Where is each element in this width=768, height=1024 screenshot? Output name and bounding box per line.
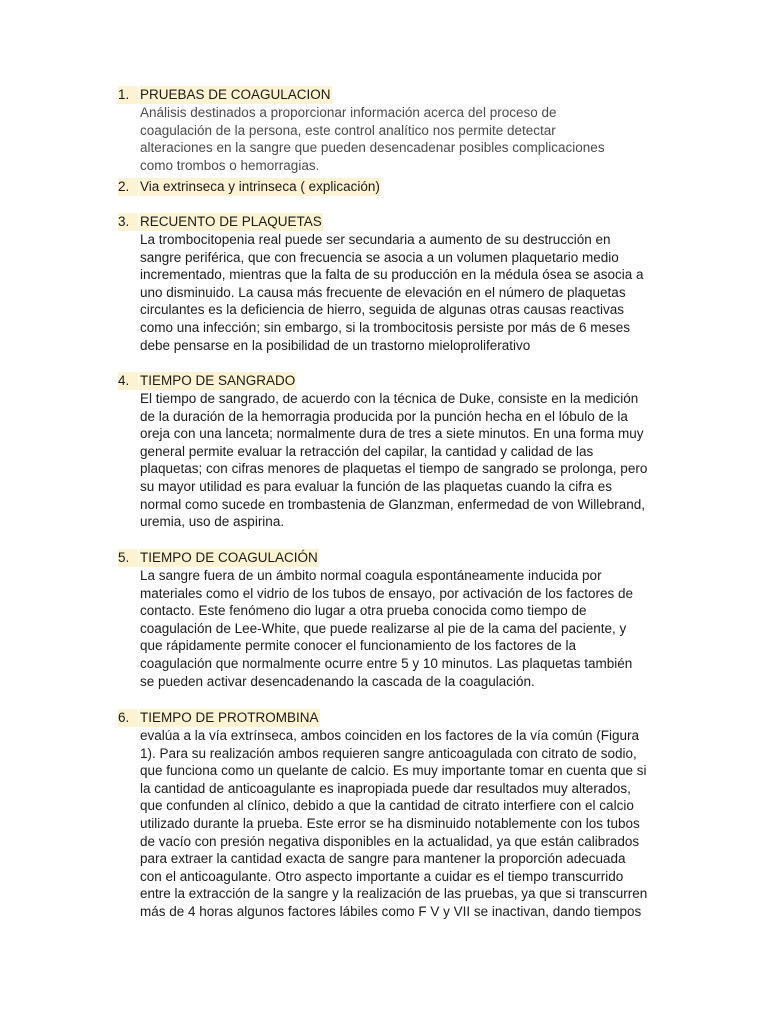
body-line: que rápidamente permite conocer el funcionamiento de los factores de la: [140, 638, 577, 654]
section-body: [140, 567, 680, 690]
body-line: materiales como el vidrio de los tubos de ensayo, por activación de los factores de: [140, 585, 634, 601]
body-line: coagulación de la persona, este control analítico nos permite detectar: [140, 122, 556, 138]
body-line: con el anticoagulante. Otro aspecto importante a cuidar es el tiempo transcurrido: [140, 868, 624, 884]
section-heading: PRUEBAS DE COAGULACION: [140, 87, 331, 102]
body-line: evalúa a la vía extrínseca, ambos coinciden en los factores de la vía común (Figura: [140, 728, 640, 743]
section-heading: TIEMPO DE COAGULACIÓN: [140, 550, 318, 565]
section-number: 3.: [118, 213, 138, 231]
section-body: [140, 727, 680, 921]
body-line: que confunden al clínico, debido a que la cantidad de citrato interfiere con el calcio: [140, 798, 634, 814]
body-line: oreja con una lanceta; normalmente dura de tres a siete minutos. En una forma muy: [140, 426, 644, 442]
body-line: contacto. Este fenómeno dio lugar a otra prueba conocida como tiempo de: [140, 603, 587, 619]
section-number: 2.: [118, 178, 138, 196]
section-body: [140, 231, 680, 354]
body-line: plaquetas; con cifras menores de plaquetas el tiempo de sangrado se prolonga, pero: [140, 461, 648, 477]
body-line: para extraer la cantidad exacta de sangre para mantener la proporción adecuada: [140, 851, 626, 867]
body-line: general permite evaluar la retracción del capilar, la cantidad y calidad de las: [140, 443, 594, 459]
body-line: que funciona como un quelante de calcio. Es muy importante tomar en cuenta que si: [140, 763, 647, 779]
body-line: normal como sucede en trombastenia de Glanzman, enfermedad de von Willebrand,: [140, 496, 646, 512]
body-line: la cantidad de anticoagulante es inapropiada puede dar resultados muy alterados,: [140, 780, 631, 796]
body-line: como una infección; sin embargo, si la trombocitosis persiste por más de 6 meses: [140, 319, 630, 335]
body-line: coagulación de Lee-White, que puede realizarse al pie de la cama del paciente, y: [140, 620, 627, 636]
body-line: como trombos o hemorragias.: [140, 157, 320, 173]
body-line: utilizado durante la prueba. Este error se ha disminuido notablemente con los tubos: [140, 815, 640, 831]
section-number: 1.: [118, 86, 138, 104]
section-body: [140, 390, 680, 531]
body-line: más de 4 horas algunos factores lábiles como F V y VII se inactivan, dando tiempos: [140, 903, 642, 919]
section-heading: RECUENTO DE PLAQUETAS: [140, 214, 322, 229]
body-line: incrementado, mientras que la falta de su producción en la médula ósea se asocia a: [140, 267, 644, 283]
body-line: El tiempo de sangrado, de acuerdo con la técnica de Duke, consiste en la medición: [140, 391, 639, 406]
body-line: entre la extracción de la sangre y la realización de las pruebas, ya que si transcurren: [140, 886, 648, 902]
body-line: se pueden activar desencadenando la cascada de la coagulación.: [140, 673, 535, 689]
section-number: 4.: [118, 372, 138, 390]
body-line: uremia, uso de aspirina.: [140, 514, 285, 530]
body-line: de la duración de la hemorragia producida por la punción hecha en el lóbulo de la: [140, 408, 628, 424]
body-line: su mayor utilidad es para evaluar la función de las plaquetas cuando la cifra es: [140, 478, 613, 494]
body-line: circulantes es la deficiencia de hierro, seguida de algunas otras causas reactivas: [140, 302, 625, 318]
body-line: La sangre fuera de un ámbito normal coagula espontáneamente inducida por: [140, 568, 602, 583]
section-heading: Via extrinseca y intrinseca ( explicación): [140, 179, 380, 194]
section-heading: TIEMPO DE SANGRADO: [140, 373, 296, 388]
body-line: La trombocitopenia real puede ser secundaria a aumento de su destrucción en: [140, 232, 611, 247]
body-line: debe pensarse en la posibilidad de un trastorno mieloproliferativo: [140, 337, 531, 353]
body-line: Análisis destinados a proporcionar información acerca del proceso de: [140, 105, 557, 120]
body-line: sangre periférica, que con frecuencia se asocia a un volumen plaquetario medio: [140, 249, 619, 265]
section-body: [140, 104, 680, 174]
body-line: uno disminuido. La causa más frecuente de elevación en el número de plaquetas: [140, 284, 626, 300]
section-heading: TIEMPO DE PROTROMBINA: [140, 710, 319, 725]
section-number: 5.: [118, 549, 138, 567]
body-line: de vacío con presión negativa disponibles en la actualidad, ya que están calibrados: [140, 833, 640, 849]
body-line: 1). Para su realización ambos requieren sangre anticoagulada con citrato de sodio,: [140, 745, 637, 761]
body-line: alteraciones en la sangre que pueden desencadenar posibles complicaciones: [140, 140, 605, 156]
body-line: coagulación que normalmente ocurre entre 5 y 10 minutos. Las plaquetas también: [140, 655, 633, 671]
section-number: 6.: [118, 709, 138, 727]
